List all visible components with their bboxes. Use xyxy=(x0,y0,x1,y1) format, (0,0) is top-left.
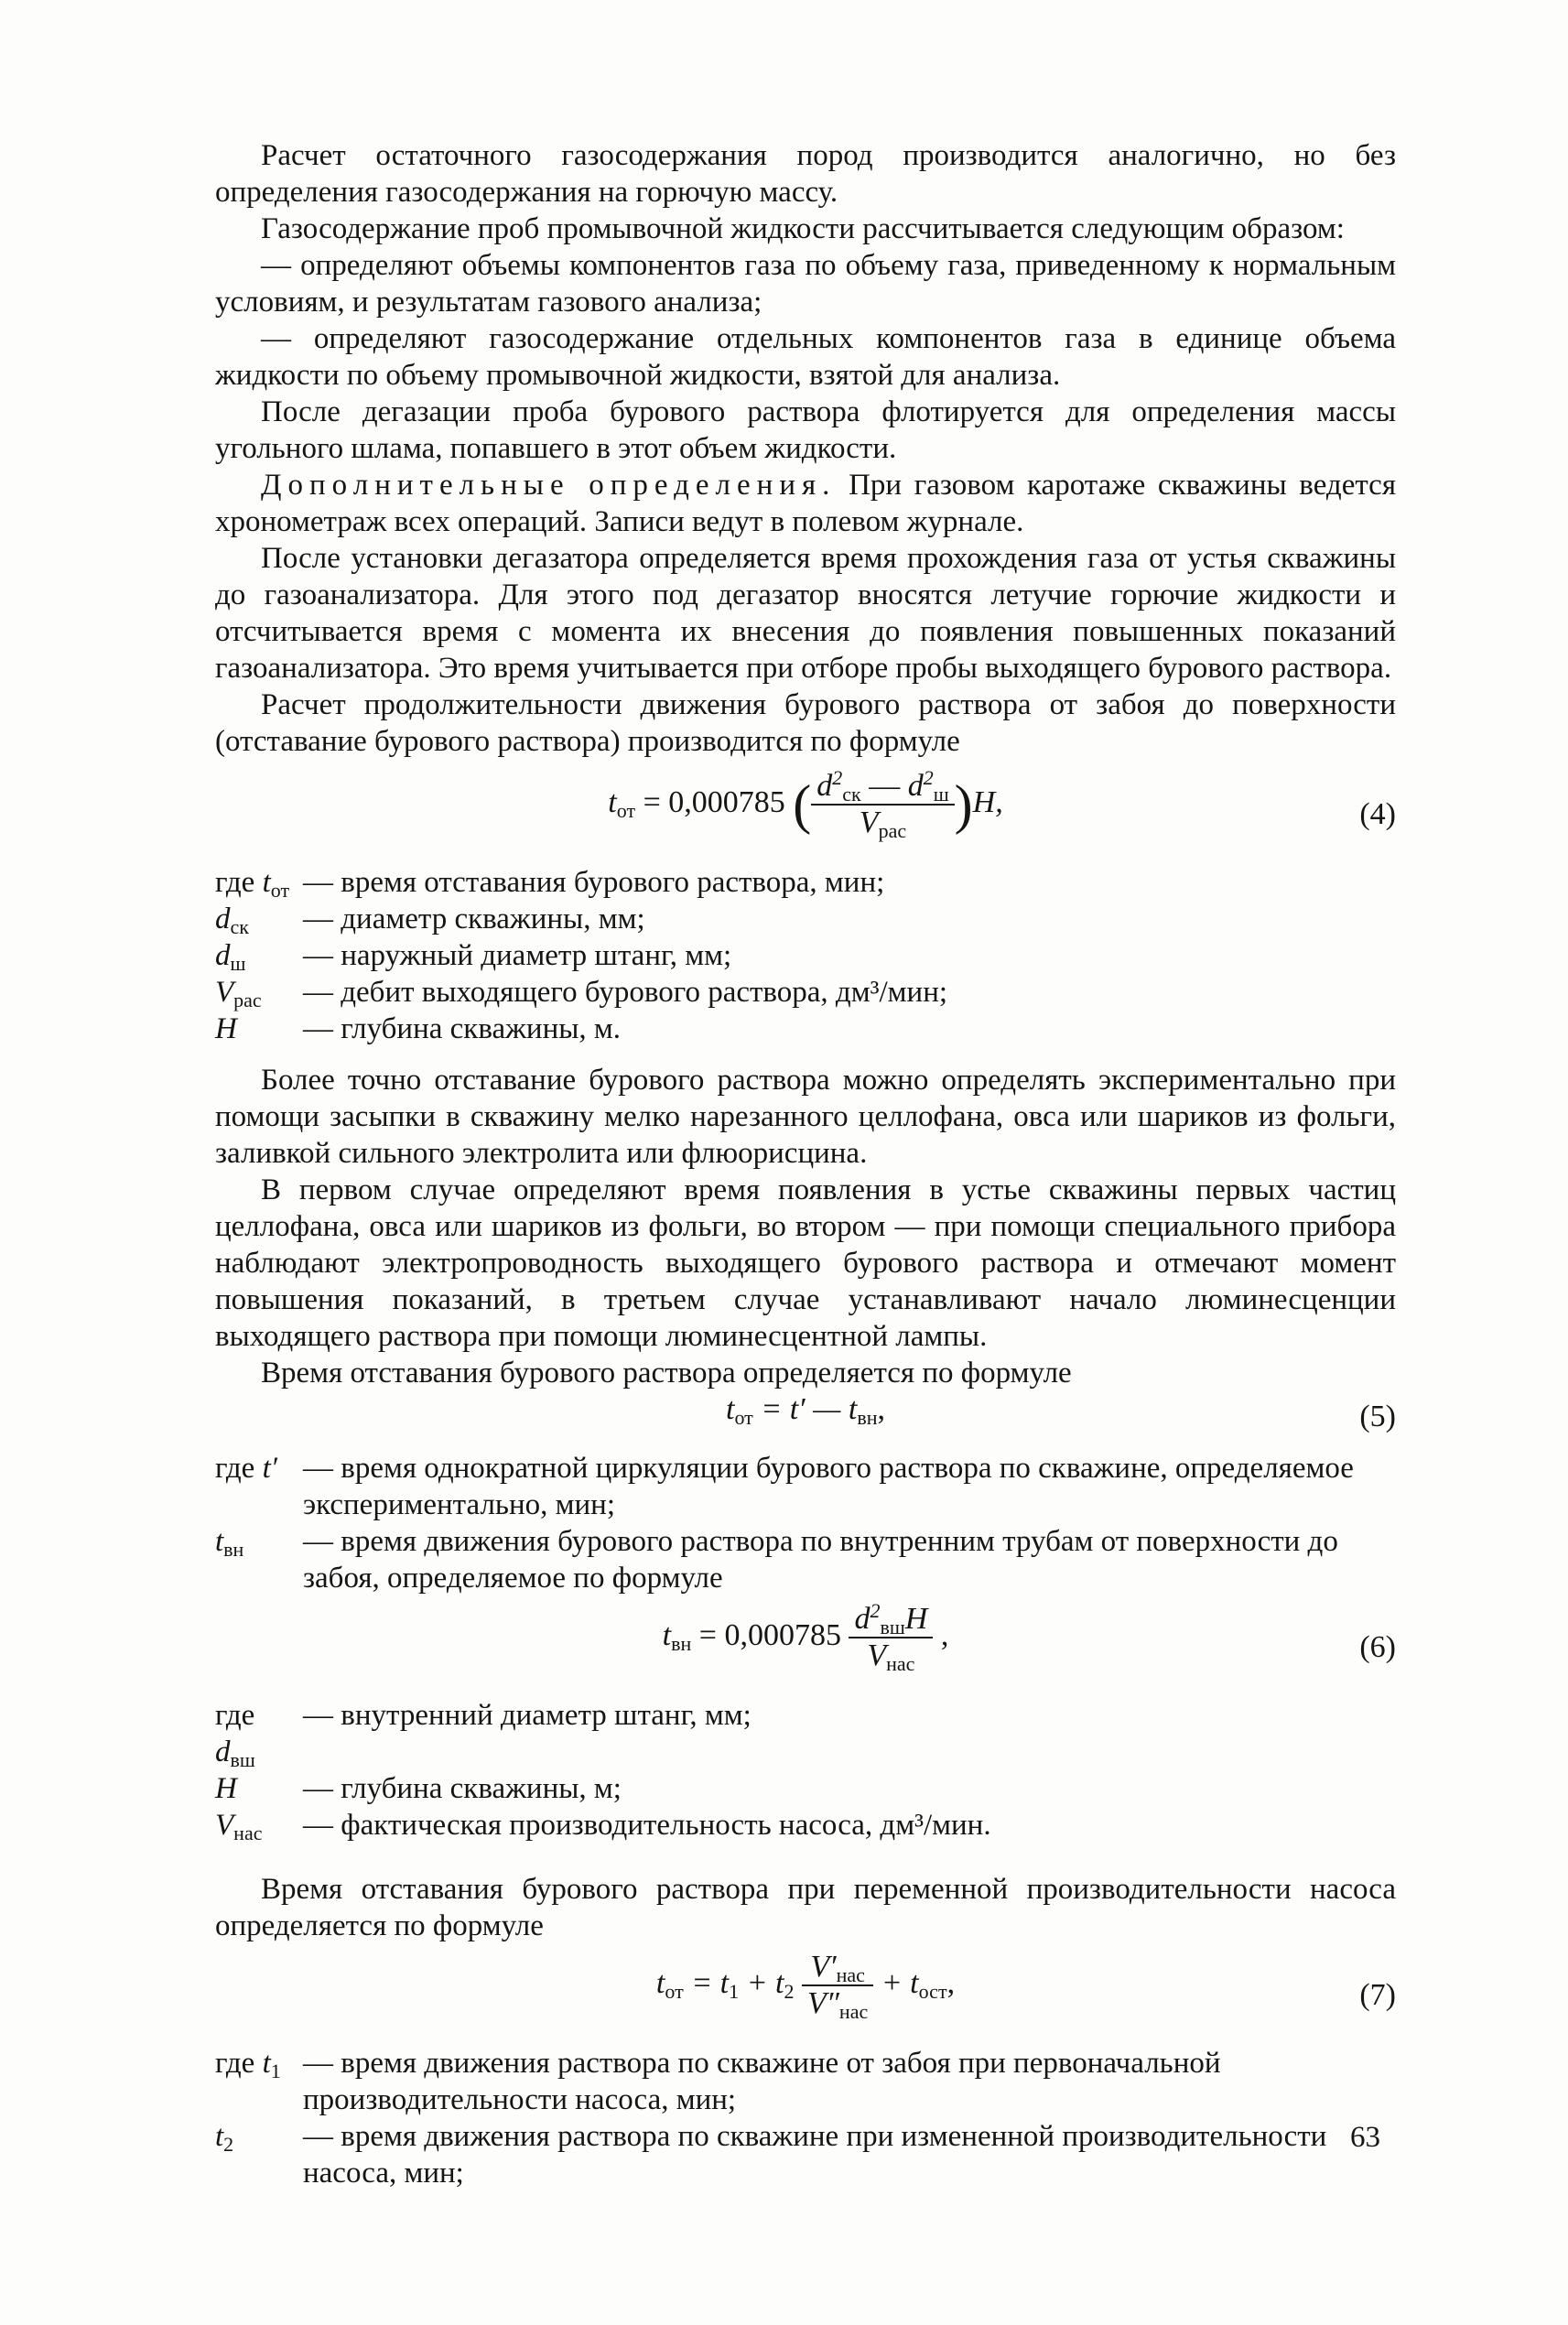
paragraph: Расчет остаточного газосодержания пород производится аналогично, но без определения газосодержания на горючую массу. xyxy=(215,139,1396,209)
legend-symbol: где $d_{вш}$ xyxy=(215,1699,255,1771)
legend-symbol: где t′ xyxy=(215,1452,277,1485)
legend-symbol: H xyxy=(215,1772,237,1805)
legend-description: — глубина скважины, м; xyxy=(303,1772,622,1805)
legend-6 xyxy=(215,1697,1396,1844)
legend-symbol: $t_2$ xyxy=(215,2120,234,2156)
legend-description: — время движения раствора по скважине при измененной производительности насоса, мин; xyxy=(303,2120,1327,2190)
fraction: $\frac{d^2_{вш}H}{V_{нас}}$ xyxy=(849,1602,933,1673)
legend-description: — глубина скважины, м. xyxy=(303,1012,622,1045)
paragraph: Расчет продолжительности движения бурового раствора от забоя до поверхности (отставание бурового раствора) производится по формуле xyxy=(215,688,1396,758)
legend-symbol: где $t_1$ xyxy=(215,2047,281,2082)
page-number: 63 xyxy=(1350,2121,1380,2154)
formula-number: (5) xyxy=(1359,1400,1396,1433)
formula-4: $t_{от} = 0,000785$ ( $\frac{d^2_{ск} — d^2_ш}{V_{рас}}$ )H, (4) xyxy=(608,766,1396,842)
paragraph: Более точно отставание бурового раствора можно определять экспериментально при помощи засыпки в скважину мелко нарезанного целлофана, овса или шариков из фольги, заливкой сильного электролита или флюорисцина. xyxy=(215,1064,1396,1170)
paragraph-text: При газовом каротаже скважины ведется хронометраж всех операций. Записи ведут в полевом журнале. xyxy=(215,469,1396,538)
legend-description: — внутренний диаметр штанг, мм; xyxy=(303,1699,752,1732)
fraction: $\frac{d^2_{ск} — d^2_ш}{V_{рас}}$ xyxy=(811,769,954,840)
spaced-heading: Дополнительные определения. xyxy=(261,469,837,502)
legend-description: — фактическая производительность насоса, дм³/мин. xyxy=(303,1809,991,1842)
paragraph: Время отставания бурового раствора определяется по формуле xyxy=(261,1357,1072,1390)
formula-number: (4) xyxy=(1359,797,1396,831)
legend-description: — время движения бурового раствора по внутренним трубам от поверхности до забоя, определяемое по формуле xyxy=(303,1525,1338,1595)
formula-7: $t_{от} = t_1 + t_2$ $\frac{V'_{нас}}{V''_{нас}}$ + $t_{ост}$, (7) xyxy=(655,1950,1396,2023)
formula-6: $t_{вн} = 0,000785$ $\frac{d^2_{вш}H}{V_{нас}}$ , (6) xyxy=(662,1599,1396,1675)
legend-4 xyxy=(215,864,1396,1047)
legend-5 xyxy=(215,1450,1396,1596)
legend-description: — диаметр скважины, мм; xyxy=(303,903,645,935)
formula-5: $t_{от} = t'$ — $t_{вн}$, (5) xyxy=(726,1392,1396,1433)
paragraph xyxy=(215,467,1396,540)
paragraph: После установки дегазатора определяется время прохождения газа от устья скважины до газоанализатора. Для этого под дегазатор вносятся летучие горючие жидкости и отсчитывается время с момента их внесения до появления повышенных показаний газоанализатора. Это время учитывается при отборе пробы выходящего бурового раствора. xyxy=(215,542,1396,685)
legend-7 xyxy=(215,2045,1396,2191)
legend-symbol: $V_{нас}$ xyxy=(215,1809,263,1844)
paragraph: — определяют газосодержание отдельных компонентов газа в единице объема жидкости по объему промывочной жидкости, взятой для анализа. xyxy=(215,322,1396,392)
paragraph: Газосодержание проб промывочной жидкости рассчитывается следующим образом: xyxy=(261,212,1345,245)
fraction: $\frac{V'_{нас}}{V''_{нас}}$ xyxy=(802,1950,873,2021)
formula-number: (7) xyxy=(1359,1978,1396,2012)
legend-symbol: $t_{вн}$ xyxy=(215,1525,244,1561)
paragraph: — определяют объемы компонентов газа по объему газа, приведенному к нормальным условиям, и результатам газового анализа; xyxy=(215,249,1396,319)
body-text xyxy=(215,137,1396,2195)
legend-symbol: $V_{рас}$ xyxy=(215,976,262,1011)
legend-symbol: где $t_{от}$ xyxy=(215,866,290,902)
legend-symbol: $d_{ск}$ xyxy=(215,903,249,938)
legend-description: — наружный диаметр штанг, мм; xyxy=(303,939,732,972)
formula-number: (6) xyxy=(1359,1630,1396,1664)
legend-symbol: $d_ш$ xyxy=(215,939,246,975)
legend-description: — время отставания бурового раствора, мин; xyxy=(303,866,885,899)
legend-description: — время однократной циркуляции бурового раствора по скважине, определяемое экспериментально, мин; xyxy=(303,1452,1354,1521)
legend-description: — время движения раствора по скважине от забоя при первоначальной производительности насоса, мин; xyxy=(303,2047,1221,2116)
legend-description: — дебит выходящего бурового раствора, дм³/мин; xyxy=(303,976,948,1009)
paragraph: После дегазации проба бурового раствора флотируется для определения массы угольного шлама, попавшего в этот объем жидкости. xyxy=(215,395,1396,465)
paragraph: Время отставания бурового раствора при переменной производительности насоса определяется по формуле xyxy=(215,1873,1396,1942)
paragraph: В первом случае определяют время появления в устье скважины первых частиц целлофана, овса или шариков из фольги, во втором — при помощи специального прибора наблюдают электропроводность выходящего бурового раствора и отмечают момент повышения показаний, в третьем случае устанавливают начало люминесценции выходящего раствора при помощи люминесцентной лампы. xyxy=(215,1173,1396,1353)
legend-symbol: H xyxy=(215,1012,237,1045)
